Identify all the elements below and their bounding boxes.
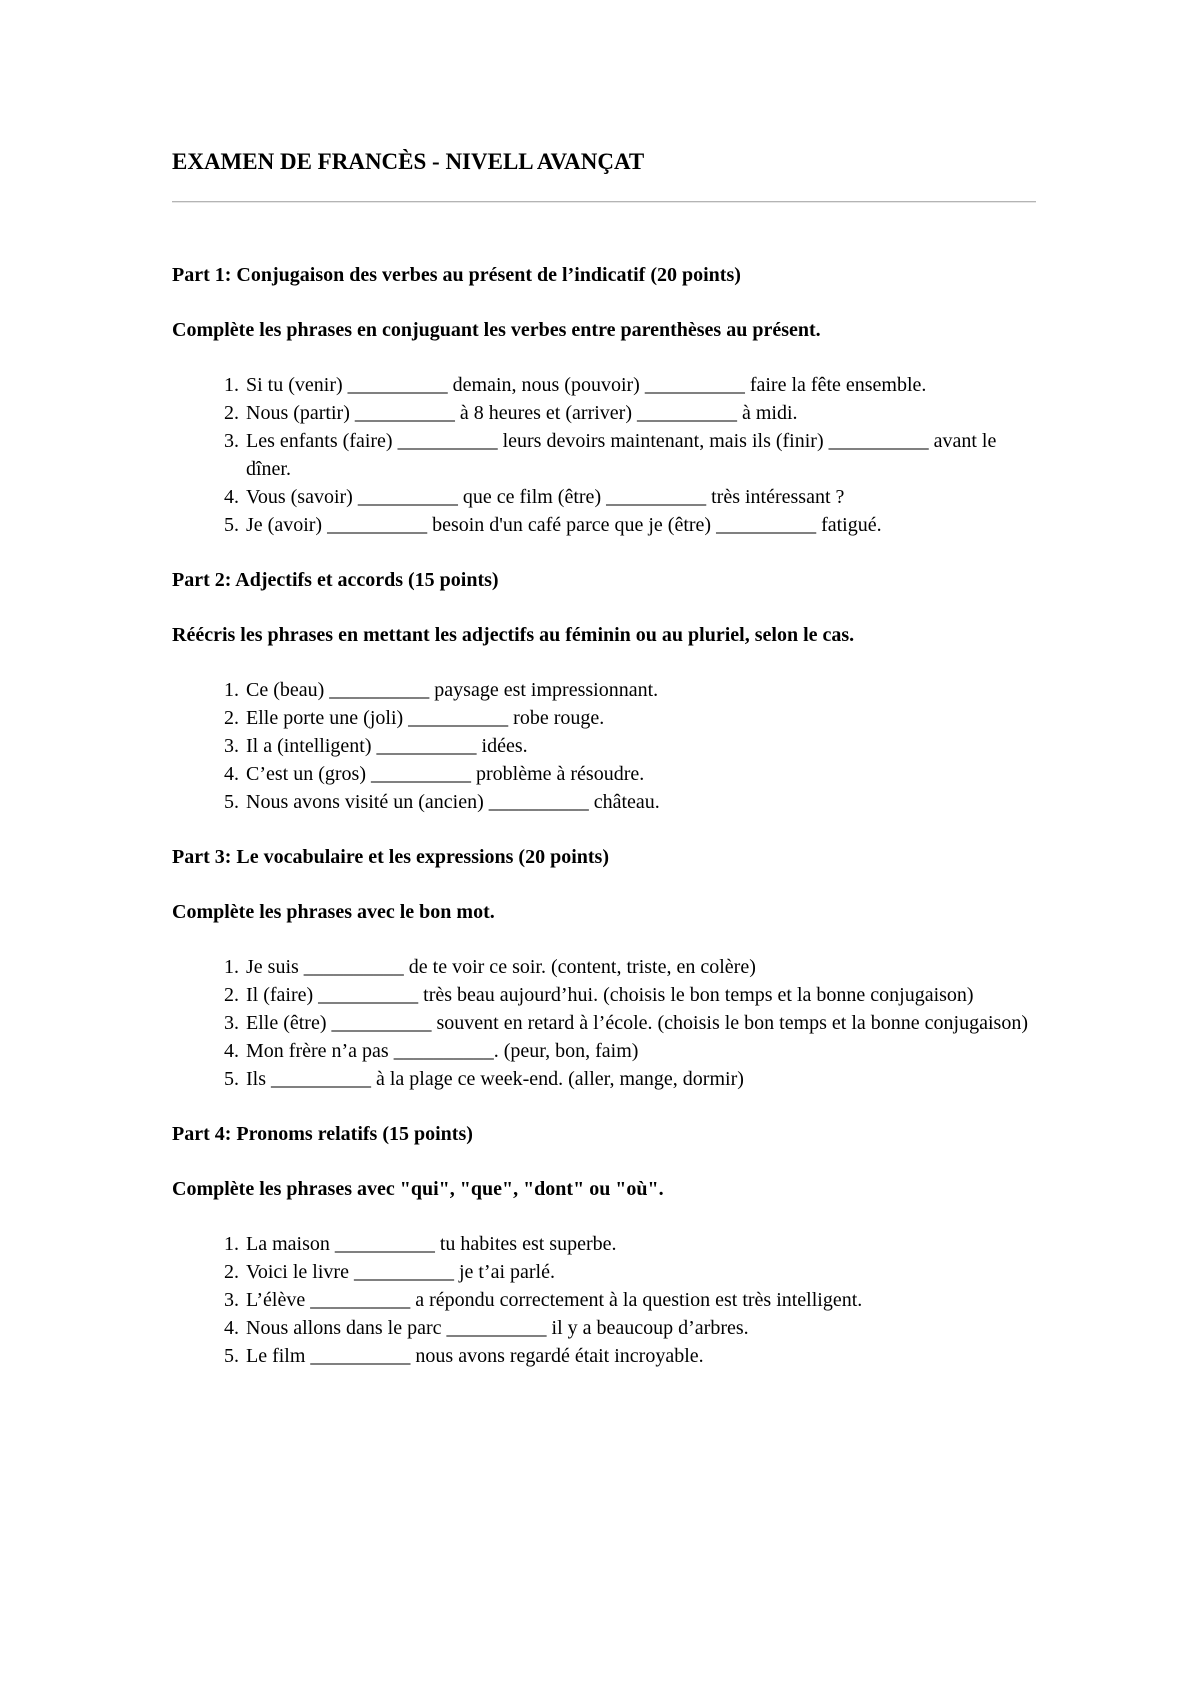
document-title: EXAMEN DE FRANCÈS - NIVELL AVANÇAT [172,149,645,174]
question-item: 3. Il a (intelligent) __________ idées. [244,732,1036,760]
question-list [172,371,1036,539]
question-item: 5. Ils __________ à la plage ce week-end. (aller, mange, dormir) [244,1065,1036,1093]
question-item: 2. Voici le livre __________ je t’ai parlé. [244,1258,1036,1286]
question-list [172,676,1036,816]
section-part-2 [172,566,1036,816]
question-list [172,953,1036,1093]
section-instruction: Complète les phrases avec le bon mot. [172,901,495,923]
question-item: 1. La maison __________ tu habites est superbe. [244,1230,1036,1258]
section-heading: Part 4: Pronoms relatifs (15 points) [172,1123,473,1145]
section-instruction: Réécris les phrases en mettant les adjectifs au féminin ou au pluriel, selon le cas. [172,624,855,646]
question-item: 4. Mon frère n’a pas __________. (peur, bon, faim) [244,1037,1036,1065]
question-item: 3. Elle (être) __________ souvent en retard à l’école. (choisis le bon temps et la bonne conjugaison) [244,1009,1036,1037]
section-instruction: Complète les phrases avec "qui", "que", "dont" ou "où". [172,1178,664,1200]
question-item: 1. Si tu (venir) __________ demain, nous (pouvoir) __________ faire la fête ensemble. [244,371,1036,399]
question-item: 5. Nous avons visité un (ancien) __________ château. [244,788,1036,816]
question-item: 5. Je (avoir) __________ besoin d'un café parce que je (être) __________ fatigué. [244,511,1036,539]
question-item: 1. Ce (beau) __________ paysage est impressionnant. [244,676,1036,704]
section-heading: Part 1: Conjugaison des verbes au présent de l’indicatif (20 points) [172,264,741,286]
question-item: 2. Il (faire) __________ très beau aujourd’hui. (choisis le bon temps et la bonne conjugaison) [244,981,1036,1009]
exam-page [172,148,1036,1370]
title-divider [172,201,1036,203]
section-part-1 [172,261,1036,539]
question-item: 4. C’est un (gros) __________ problème à résoudre. [244,760,1036,788]
question-item: 2. Nous (partir) __________ à 8 heures et (arriver) __________ à midi. [244,399,1036,427]
question-item: 3. Les enfants (faire) __________ leurs devoirs maintenant, mais ils (finir) __________ avant le dîner. [244,427,1036,483]
question-item: 4. Vous (savoir) __________ que ce film (être) __________ très intéressant ? [244,483,1036,511]
question-item: 5. Le film __________ nous avons regardé était incroyable. [244,1342,1036,1370]
question-item: 2. Elle porte une (joli) __________ robe rouge. [244,704,1036,732]
section-part-4 [172,1120,1036,1370]
section-heading: Part 3: Le vocabulaire et les expressions (20 points) [172,846,610,868]
question-list [172,1230,1036,1370]
question-item: 1. Je suis __________ de te voir ce soir. (content, triste, en colère) [244,953,1036,981]
section-instruction: Complète les phrases en conjuguant les verbes entre parenthèses au présent. [172,319,821,341]
section-heading: Part 2: Adjectifs et accords (15 points) [172,569,499,591]
section-part-3 [172,843,1036,1093]
question-item: 4. Nous allons dans le parc __________ il y a beaucoup d’arbres. [244,1314,1036,1342]
question-item: 3. L’élève __________ a répondu correctement à la question est très intelligent. [244,1286,1036,1314]
